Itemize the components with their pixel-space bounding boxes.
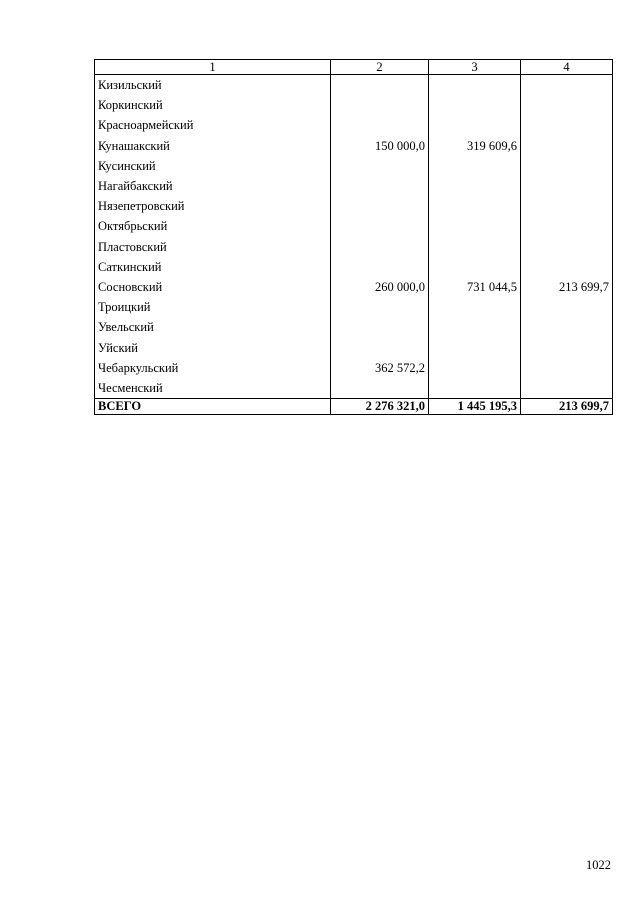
district-name-cell: Коркинский <box>95 95 331 115</box>
table-row <box>95 297 613 317</box>
value-cell <box>521 156 613 176</box>
district-name-cell: Нагайбакский <box>95 176 331 196</box>
district-name-cell: Красноармейский <box>95 115 331 135</box>
value-cell <box>331 297 429 317</box>
column-header: 2 <box>331 60 429 75</box>
table-row <box>95 156 613 176</box>
page-number: 1022 <box>586 858 611 872</box>
table-row <box>95 176 613 196</box>
value-cell <box>429 95 521 115</box>
value-cell <box>429 358 521 378</box>
district-name-cell: Саткинский <box>95 257 331 277</box>
value-cell <box>331 337 429 357</box>
column-header: 1 <box>95 60 331 75</box>
value-cell <box>331 176 429 196</box>
table-row <box>95 237 613 257</box>
value-cell <box>521 196 613 216</box>
value-cell <box>429 337 521 357</box>
table-body <box>95 75 613 399</box>
value-cell <box>429 176 521 196</box>
value-cell <box>521 317 613 337</box>
value-cell <box>521 378 613 399</box>
value-cell <box>331 115 429 135</box>
value-cell <box>331 75 429 96</box>
value-cell <box>331 237 429 257</box>
value-cell <box>521 115 613 135</box>
value-cell <box>331 196 429 216</box>
value-cell <box>521 297 613 317</box>
table-row <box>95 358 613 378</box>
value-cell: 362 572,2 <box>331 358 429 378</box>
table-row <box>95 95 613 115</box>
total-label: ВСЕГО <box>95 399 331 415</box>
value-cell <box>429 257 521 277</box>
value-cell <box>331 95 429 115</box>
value-cell <box>429 196 521 216</box>
value-cell: 213 699,7 <box>521 277 613 297</box>
total-value: 213 699,7 <box>521 399 613 415</box>
table-row <box>95 337 613 357</box>
value-cell <box>429 156 521 176</box>
table-row <box>95 136 613 156</box>
district-name-cell: Нязепетровский <box>95 196 331 216</box>
value-cell: 319 609,6 <box>429 136 521 156</box>
district-name-cell: Сосновский <box>95 277 331 297</box>
total-row <box>95 399 613 415</box>
value-cell <box>331 257 429 277</box>
value-cell <box>521 95 613 115</box>
district-name-cell: Увельский <box>95 317 331 337</box>
value-cell <box>429 297 521 317</box>
value-cell <box>429 115 521 135</box>
value-cell <box>429 75 521 96</box>
district-name-cell: Кизильский <box>95 75 331 96</box>
value-cell <box>331 156 429 176</box>
column-header: 3 <box>429 60 521 75</box>
district-name-cell: Чесменский <box>95 378 331 399</box>
column-header: 4 <box>521 60 613 75</box>
total-value: 1 445 195,3 <box>429 399 521 415</box>
value-cell <box>521 337 613 357</box>
value-cell <box>429 378 521 399</box>
value-cell: 260 000,0 <box>331 277 429 297</box>
district-name-cell: Кунашакский <box>95 136 331 156</box>
district-name-cell: Чебаркульский <box>95 358 331 378</box>
value-cell <box>521 75 613 96</box>
total-value: 2 276 321,0 <box>331 399 429 415</box>
table-row <box>95 196 613 216</box>
value-cell <box>429 317 521 337</box>
value-cell <box>521 237 613 257</box>
district-name-cell: Пластовский <box>95 237 331 257</box>
table-row <box>95 257 613 277</box>
table-row <box>95 115 613 135</box>
value-cell: 150 000,0 <box>331 136 429 156</box>
table-row <box>95 317 613 337</box>
value-cell <box>331 216 429 236</box>
table-row <box>95 75 613 96</box>
value-cell <box>521 358 613 378</box>
value-cell <box>521 136 613 156</box>
table-row <box>95 378 613 399</box>
value-cell <box>331 317 429 337</box>
value-cell <box>331 378 429 399</box>
budget-table <box>94 59 613 415</box>
district-name-cell: Октябрьский <box>95 216 331 236</box>
district-name-cell: Уйский <box>95 337 331 357</box>
value-cell <box>521 257 613 277</box>
table-row <box>95 277 613 297</box>
value-cell <box>429 216 521 236</box>
value-cell: 731 044,5 <box>429 277 521 297</box>
value-cell <box>429 237 521 257</box>
header-row <box>95 60 613 75</box>
table-row <box>95 216 613 236</box>
value-cell <box>521 216 613 236</box>
district-name-cell: Троицкий <box>95 297 331 317</box>
value-cell <box>521 176 613 196</box>
district-name-cell: Кусинский <box>95 156 331 176</box>
